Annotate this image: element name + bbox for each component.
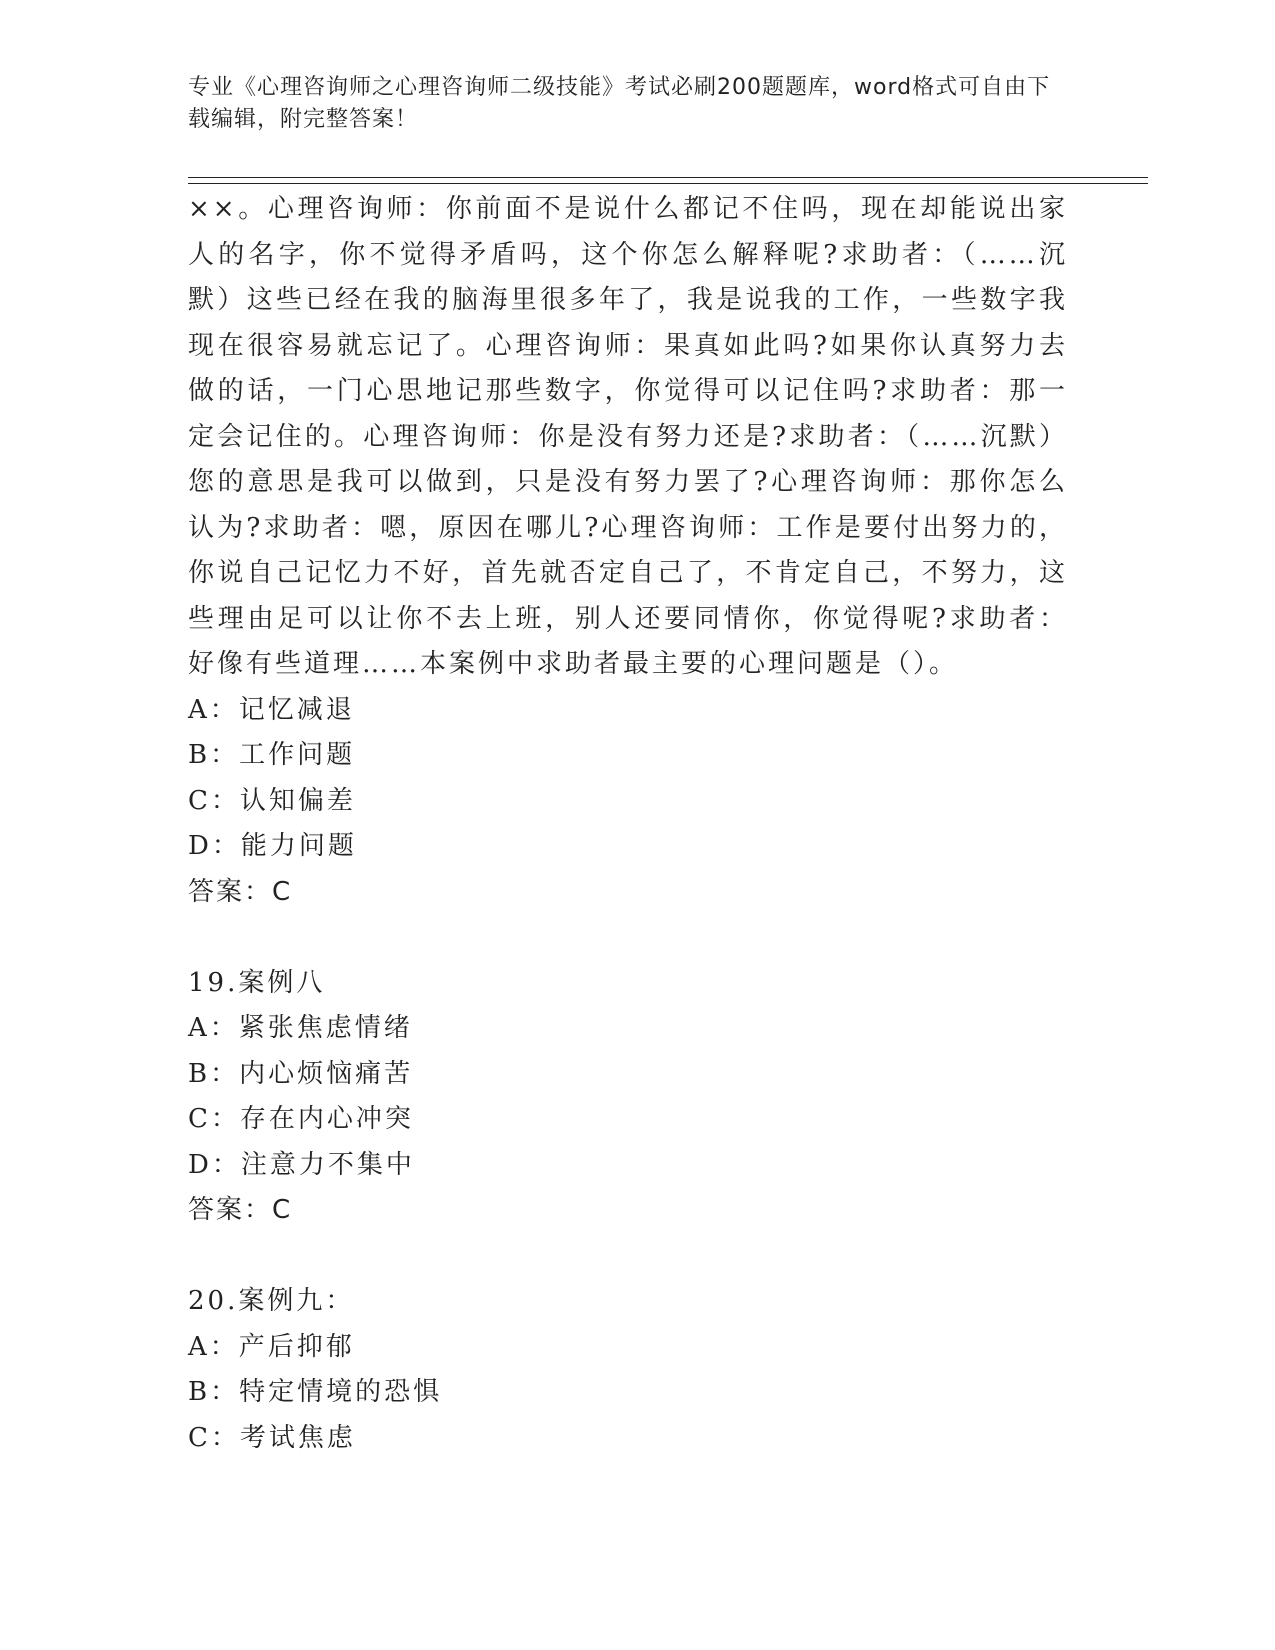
header-rule-bottom (188, 183, 1148, 184)
answer-line: 答案：C (188, 1195, 293, 1225)
header-rule-top (188, 177, 1148, 178)
question-title: 20.案例九： (188, 1286, 355, 1316)
option-c: C：考试焦虑 (188, 1422, 356, 1453)
option-b: B：工作问题 (188, 740, 356, 770)
option-b: B：特定情境的恐惧 (188, 1377, 443, 1407)
option-a: A：记忆减退 (188, 694, 355, 725)
option-b: B：内心烦恼痛苦 (188, 1058, 414, 1089)
document-body (188, 187, 1068, 1461)
answer-line: 答案：C (188, 876, 293, 907)
option-c: C：存在内心冲突 (188, 1104, 414, 1134)
spacer (188, 1234, 1068, 1280)
spacer (188, 915, 1068, 961)
case-passage: ××。心理咨询师：你前面不是说什么都记不住吗，现在却能说出家人的名字，你不觉得矛盾吗，这个你怎么解释呢?求助者：（……沉默）这些已经在我的脑海里很多年了，我是说我的工作，一些数字我现在很容易就忘记了。心理咨询师：果真如此吗?如果你认真努力去做的话，一门心思地记那些数字，你觉得可以记住吗?求助者：那一定会记住的。心理咨询师：你是没有努力还是?求助者：（……沉默）您的意思是我可以做到，只是没有努力罢了?心理咨询师：那你怎么认为?求助者：嗯，原因在哪儿?心理咨询师：工作是要付出努力的，你说自己记忆力不好，首先就否定自己了，不肯定自己，不努力，这些理由足可以让你不去上班，别人还要同情你，你觉得呢?求助者：好像有些道理……本案例中求助者最主要的心理问题是（）。 (188, 194, 1068, 679)
question-title: 19.案例八 (188, 967, 326, 998)
option-a: A：紧张焦虑情绪 (188, 1013, 413, 1043)
option-c: C：认知偏差 (188, 785, 356, 816)
option-a: A：产后抑郁 (188, 1331, 355, 1362)
document-header: 专业《心理咨询师之心理咨询师二级技能》考试必刷200题题库，word格式可自由下载编辑，附完整答案！ (188, 75, 1051, 132)
option-d: D：注意力不集中 (188, 1149, 415, 1180)
option-d: D：能力问题 (188, 831, 357, 861)
